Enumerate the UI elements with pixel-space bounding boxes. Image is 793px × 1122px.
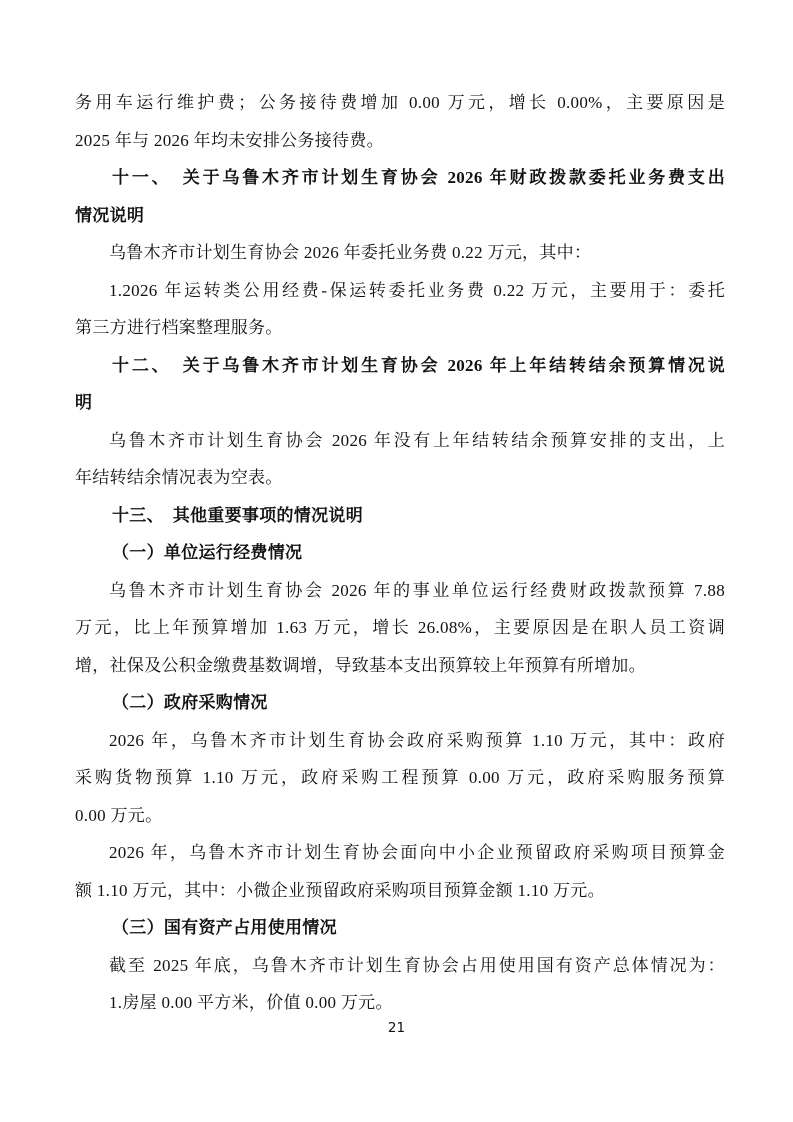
text-line: 乌鲁木齐市计划生育协会 2026 年的事业单位运行经费财政拨款预算 7.88 <box>109 580 725 600</box>
text-line: （一）单位运行经费情况 <box>112 543 303 562</box>
text-line: （二）政府采购情况 <box>112 693 268 712</box>
text-line: 1.2026 年运转类公用经费-保运转委托业务费 0.22 万元，主要用于：委托 <box>109 280 725 300</box>
text-line: 2025 年与 2026 年均未安排公务接待费。 <box>75 130 384 150</box>
text-line: 年结转结余情况表为空表。 <box>75 468 283 487</box>
text-line: 乌鲁木齐市计划生育协会 2026 年委托业务费 0.22 万元，其中： <box>109 243 592 262</box>
page-number: 21 <box>387 1020 406 1036</box>
text-line: 增，社保及公积金缴费基数调增，导致基本支出预算较上年预算有所增加。 <box>75 655 646 675</box>
document-body <box>75 84 725 1022</box>
text-line: 万元，比上年预算增加 1.63 万元，增长 26.08%，主要原因是在职人员工资调 <box>75 618 725 637</box>
text-line: 2026 年，乌鲁木齐市计划生育协会面向中小企业预留政府采购项目预算金 <box>109 843 725 862</box>
text-line: 1.房屋 0.00 平方米，价值 0.00 万元。 <box>109 993 393 1012</box>
text-line: 额 1.10 万元，其中：小微企业预留政府采购项目预算金额 1.10 万元。 <box>75 880 605 900</box>
text-line: 情况说明 <box>75 205 145 225</box>
text-line: 明 <box>75 393 93 412</box>
text-line: 截至 2025 年底，乌鲁木齐市计划生育协会占用使用国有资产总体情况为： <box>109 955 725 975</box>
text-line: 采购货物预算 1.10 万元，政府采购工程预算 0.00 万元，政府采购服务预算 <box>75 768 725 787</box>
text-line: （三）国有资产占用使用情况 <box>112 918 337 937</box>
text-line: 十二、 关于乌鲁木齐市计划生育协会 2026 年上年结转结余预算情况说 <box>112 355 725 375</box>
text-line: 乌鲁木齐市计划生育协会 2026 年没有上年结转结余预算安排的支出，上 <box>109 430 725 450</box>
text-line: 十一、 关于乌鲁木齐市计划生育协会 2026 年财政拨款委托业务费支出 <box>112 168 725 187</box>
text-line: 第三方进行档案整理服务。 <box>75 318 283 337</box>
text-line: 2026 年，乌鲁木齐市计划生育协会政府采购预算 1.10 万元，其中：政府 <box>109 730 725 750</box>
text-line: 十三、 其他重要事项的情况说明 <box>112 505 363 525</box>
text-line: 0.00 万元。 <box>75 805 163 825</box>
text-line: 务用车运行维护费；公务接待费增加 0.00 万元，增长 0.00%，主要原因是 <box>75 93 725 112</box>
